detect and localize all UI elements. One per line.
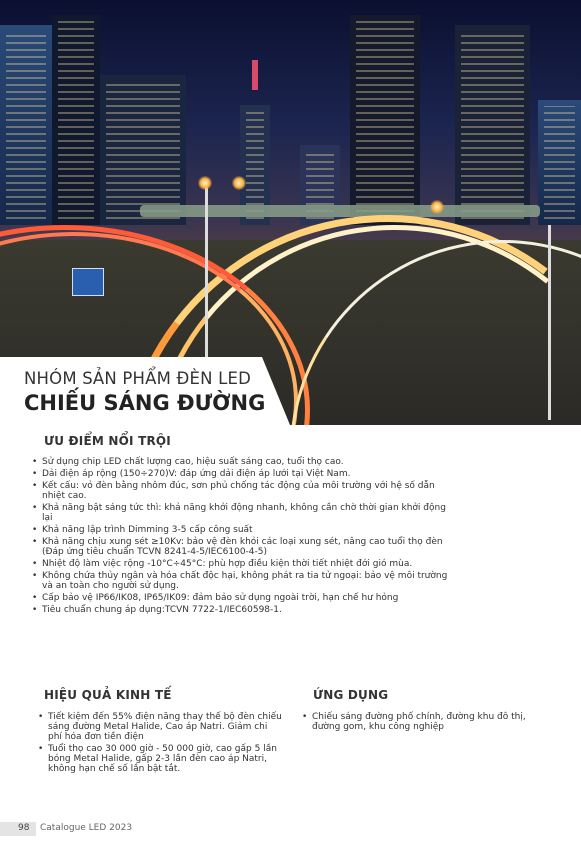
list-item: • Khả năng lập trình Dimming 3-5 cấp công suất <box>30 525 448 535</box>
list-item: • Tiết kiệm đến 55% điện năng thay thế bộ đèn chiếu sáng đường Metal Halide, Cao áp Natri. Giảm chi phí hóa đơn tiền điện <box>36 712 284 742</box>
page-number: 98 <box>18 823 30 833</box>
advantages-list <box>30 457 448 617</box>
building <box>0 25 52 225</box>
list-item: • Khả năng bật sáng tức thì: khả năng khởi động nhanh, không cần chờ thời gian khởi động lại <box>30 503 448 523</box>
application-list <box>300 712 550 734</box>
list-item: • Khả năng chịu xung sét ≥10Kv: bảo vệ đèn khỏi các loại xung sét, nâng cao tuổi thọ đèn (Đáp ứng tiêu chuẩn TCVN 8241-4-5/IEC6100-4-5) <box>30 537 448 557</box>
list-item: • Cấp bảo vệ IP66/IK08, IP65/IK09: đảm bảo sử dụng ngoài trời, hạn chế hư hỏng <box>30 593 448 603</box>
page-title: CHIẾU SÁNG ĐƯỜNG <box>24 391 266 415</box>
list-item: • Không chứa thủy ngân và hóa chất độc hại, không phát ra tia tử ngoại: bảo vệ môi trường và an toàn cho người sử dụng. <box>30 571 448 591</box>
building <box>52 15 100 225</box>
economic-list <box>36 712 284 776</box>
list-item: • Nhiệt độ làm việc rộng -10°C÷45°C: phù hợp điều kiện thời tiết nhiệt đới gió mùa. <box>30 559 448 569</box>
lamp-light <box>430 200 444 214</box>
tower-spire <box>252 60 258 90</box>
building <box>100 75 186 225</box>
economic-heading: HIỆU QUẢ KINH TẾ <box>44 688 172 702</box>
list-item: • Dải điện áp rộng (150÷270)V: đáp ứng dải điện áp lưới tại Việt Nam. <box>30 469 448 479</box>
catalogue-label: Catalogue LED 2023 <box>40 823 133 833</box>
list-item: • Kết cấu: vỏ đèn bằng nhôm đúc, sơn phủ chống tác động của môi trường với hệ số dẫn nhiệt cao. <box>30 481 448 501</box>
building <box>538 100 581 225</box>
advantages-heading: ƯU ĐIỂM NỔI TRỘI <box>44 434 171 448</box>
lamp-light <box>198 176 212 190</box>
building <box>455 25 530 225</box>
street-lamp <box>205 180 208 370</box>
road-sign-icon <box>72 268 104 296</box>
list-item: • Tiêu chuẩn chung áp dụng:TCVN 7722-1/IEC60598-1. <box>30 605 448 615</box>
street-lamp <box>548 225 551 420</box>
lamp-light <box>232 176 246 190</box>
application-heading: ỨNG DỤNG <box>313 688 389 702</box>
list-item: • Chiếu sáng đường phố chính, đường khu đô thị, đường gom, khu công nghiệp <box>300 712 550 732</box>
overpass <box>140 205 540 217</box>
list-item: • Sử dụng chip LED chất lượng cao, hiệu suất sáng cao, tuổi thọ cao. <box>30 457 448 467</box>
list-item: • Tuổi thọ cao 30 000 giờ - 50 000 giờ, cao gấp 5 lần bóng Metal Halide, gấp 2-3 lần đèn cao áp Natri, không hạn chế số lần bật tắt. <box>36 744 284 774</box>
product-group-subtitle: NHÓM SẢN PHẨM ĐÈN LED <box>24 369 252 388</box>
building <box>350 15 420 225</box>
